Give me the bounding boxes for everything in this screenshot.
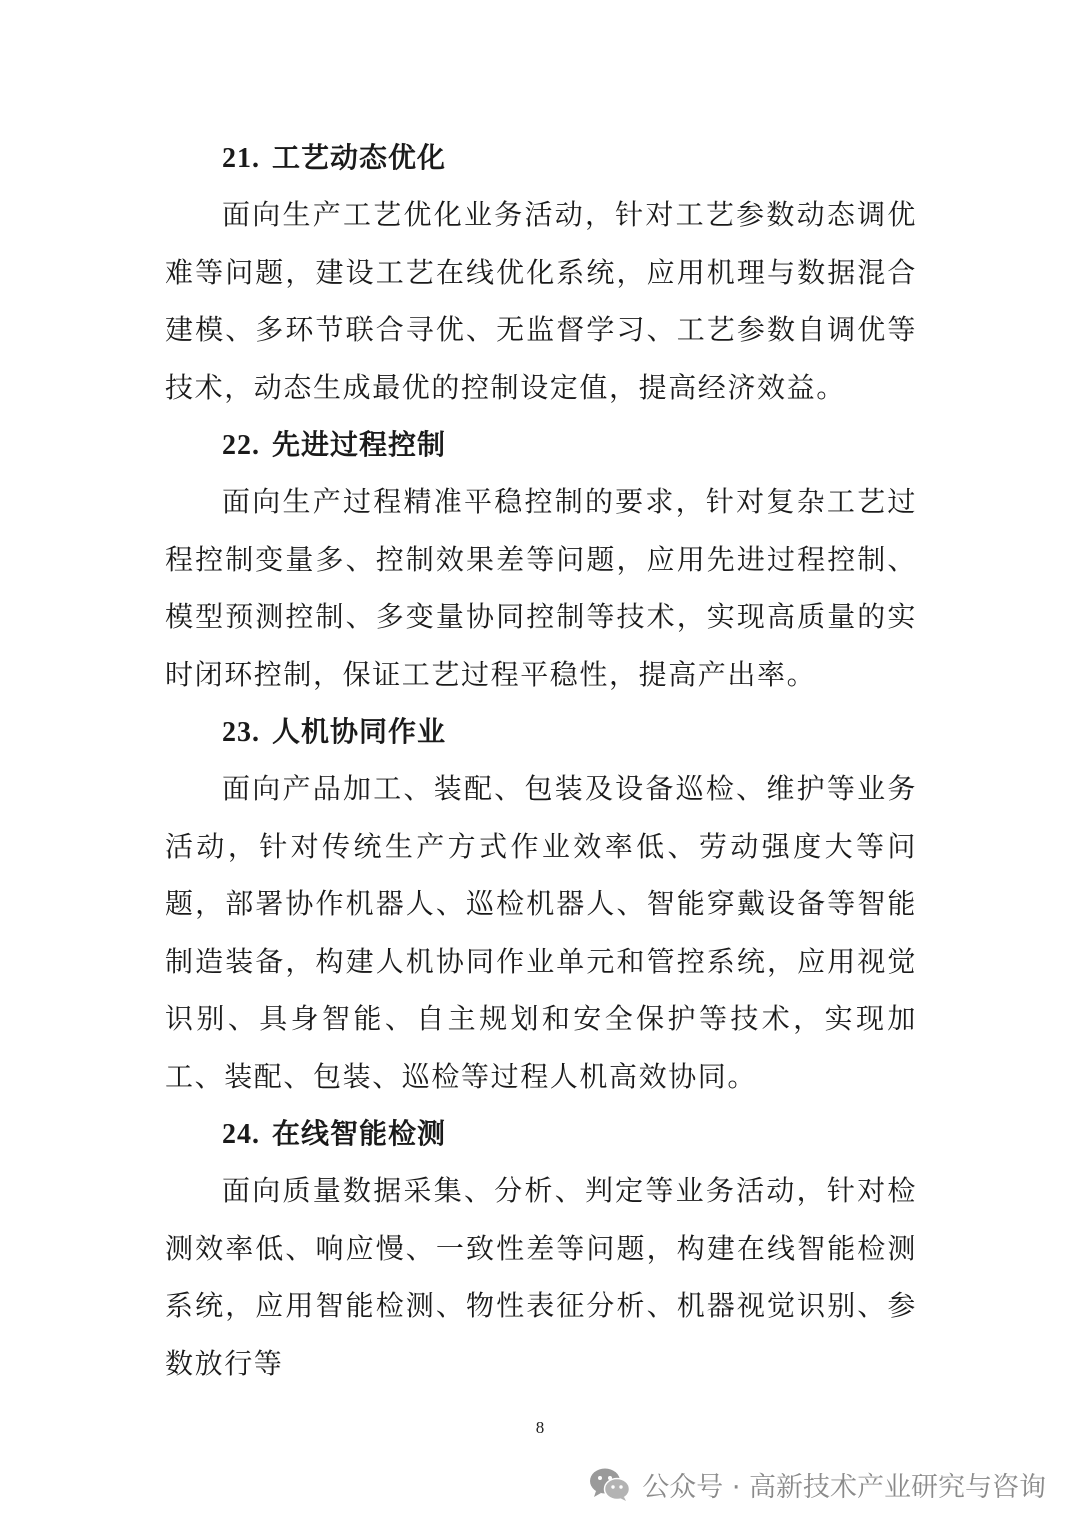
section-heading — [165, 1106, 917, 1162]
section-title: 工艺动态优化 — [272, 141, 447, 174]
watermark — [588, 1464, 1046, 1504]
section-23 — [165, 704, 917, 1105]
section-heading — [165, 704, 917, 760]
section-body: 面向质量数据采集、分析、判定等业务活动，针对检测效率低、响应慢、一致性差等问题，构建在线智能检测系统，应用智能检测、物性表征分析、机器视觉识别、参数放行等 — [165, 1174, 917, 1380]
section-number: 23. — [222, 717, 260, 748]
section-body: 面向生产过程精准平稳控制的要求，针对复杂工艺过程控制变量多、控制效果差等问题，应用先进过程控制、模型预测控制、多变量协同控制等技术，实现高质量的实时闭环控制，保证工艺过程平稳性，提高产出率。 — [165, 485, 917, 691]
page-number: 8 — [535, 1418, 545, 1437]
section-24 — [165, 1106, 917, 1392]
watermark-text: 公众号 · 高新技术产业研究与咨询 — [642, 1471, 1046, 1503]
section-title: 先进过程控制 — [272, 428, 447, 461]
section-body: 面向产品加工、装配、包装及设备巡检、维护等业务活动，针对传统生产方式作业效率低、劳动强度大等问题，部署协作机器人、巡检机器人、智能穿戴设备等智能制造装备，构建人机协同作业单元和管控系统，应用视觉识别、具身智能、自主规划和安全保护等技术，实现加工、装配、包装、巡检等过程人机高效协同。 — [165, 772, 917, 1093]
section-body: 面向生产工艺优化业务活动，针对工艺参数动态调优难等问题，建设工艺在线优化系统，应用机理与数据混合建模、多环节联合寻优、无监督学习、工艺参数自调优等技术，动态生成最优的控制设定值，提高经济效益。 — [165, 198, 917, 404]
document-content — [165, 130, 917, 1393]
section-title: 人机协同作业 — [272, 715, 447, 748]
section-heading — [165, 130, 917, 186]
wechat-icon — [588, 1466, 632, 1502]
section-number: 22. — [222, 430, 260, 461]
section-heading — [165, 417, 917, 473]
section-22 — [165, 417, 917, 703]
section-number: 21. — [222, 143, 260, 174]
section-number: 24. — [222, 1119, 260, 1150]
section-title: 在线智能检测 — [272, 1117, 447, 1150]
section-21 — [165, 130, 917, 416]
